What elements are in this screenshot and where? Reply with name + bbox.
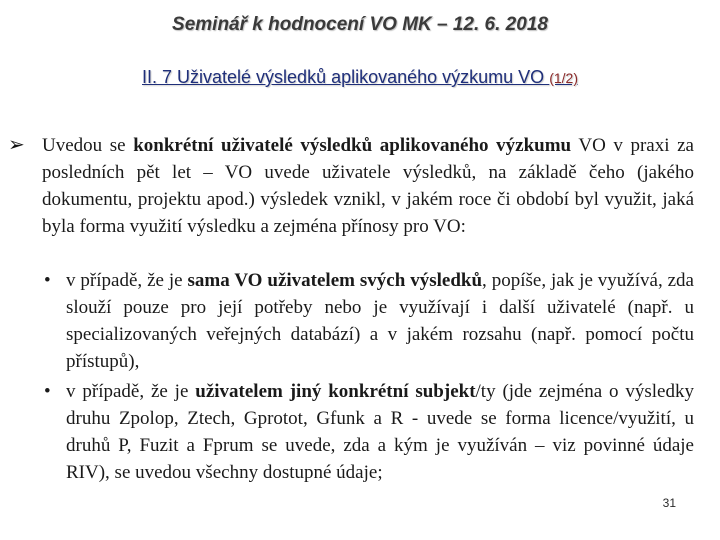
subtitle-text: II. 7 Uživatelé výsledků aplikovaného výzkumu VO <box>142 67 550 87</box>
main-bullet-emphasis: konkrétní uživatelé výsledků aplikovaného výzkumu <box>133 135 572 156</box>
arrow-bullet-icon: ➢ <box>8 134 25 156</box>
dot-bullet-icon: • <box>44 270 51 291</box>
subtitle-page-marker: (1/2) <box>549 70 578 86</box>
sub-bullet-1-emphasis: sama VO uživatelem svých výsledků <box>187 270 483 291</box>
sub-bullet-1-text-1: v případě, že je <box>66 270 188 291</box>
main-bullet-text-1: Uvedou se <box>42 135 134 156</box>
sub-bullet-1 <box>44 267 694 375</box>
sub-bullet-2-emphasis: uživatelem jiný konkrétní subjekt <box>195 381 476 402</box>
sub-bullet-2-text-2: /ty (jde zejména o výsledky druhu Zpolop, Ztech, Gprotot, Gfunk a R - uvede se forma licence/využití, u druhů P, Fuzit a Fprum se uvede, zda a kým je využíván – viz povinné údaje RIV), se uvedou všechny dostupné údaje; <box>66 381 694 483</box>
main-bullet <box>8 132 694 240</box>
dot-bullet-icon: • <box>44 381 51 402</box>
slide-header: Seminář k hodnocení VO MK – 12. 6. 2018 <box>172 14 548 35</box>
sub-bullet-1-text-2: , popíše, jak je využívá, zda slouží pouze pro její potřeby nebo je využívají i další uživatelé (např. u specializovaných veřejných databází) a v jakém rozsahu (např. pomocí počtu přístupů), <box>66 270 694 372</box>
sub-bullet-2-text-1: v případě, že je <box>66 381 196 402</box>
sub-bullet-2 <box>44 378 694 486</box>
page-number: 31 <box>662 496 676 510</box>
main-bullet-text-2: VO v praxi za posledních pět let – VO uvede uživatele výsledků, na základě čeho (jakého dokumentu, projektu apod.) výsledek vznikl, v jakém roce či období byl využit, jaká byla forma využití výsledku a zejména přínosy pro VO: <box>42 135 694 237</box>
slide-subtitle <box>0 67 720 88</box>
